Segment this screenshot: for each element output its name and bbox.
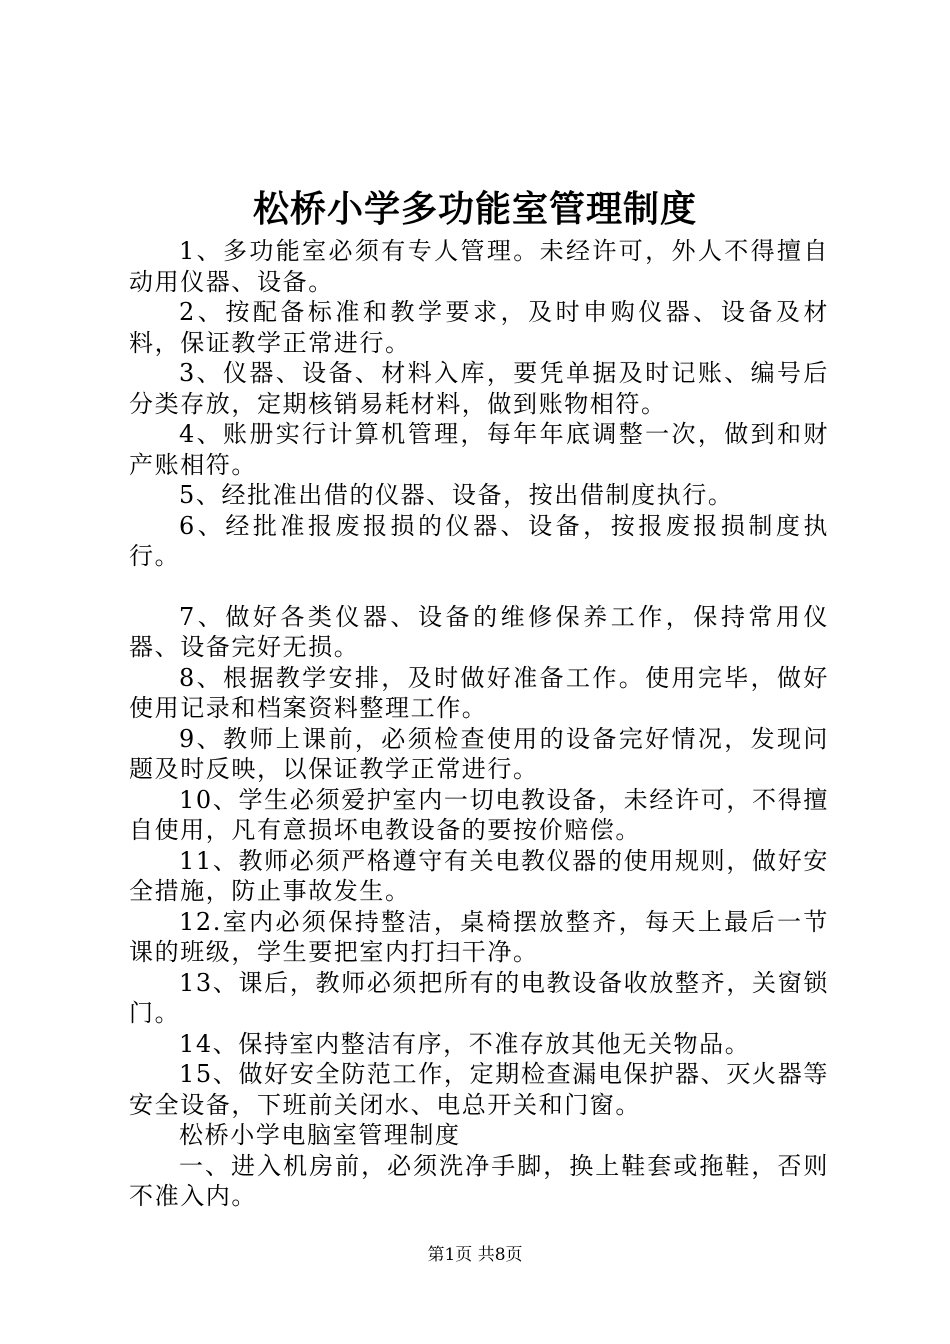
rule-paragraph-13: 13、课后，教师必须把所有的电教设备收放整齐，关窗锁门。	[129, 968, 829, 1027]
rule-paragraph-7: 7、做好各类仪器、设备的维修保养工作，保持常用仪器、设备完好无损。	[129, 602, 829, 661]
rule-paragraph-2: 2、按配备标准和教学要求，及时申购仪器、设备及材料，保证教学正常进行。	[129, 298, 829, 357]
rule-paragraph-computer-1: 一、进入机房前，必须洗净手脚，换上鞋套或拖鞋，否则不准入内。	[129, 1151, 829, 1210]
rule-paragraph-8: 8、根据教学安排，及时做好准备工作。使用完毕，做好使用记录和档案资料整理工作。	[129, 663, 829, 722]
rule-paragraph-4: 4、账册实行计算机管理，每年年底调整一次，做到和财产账相符。	[129, 420, 829, 479]
rule-paragraph-9: 9、教师上课前，必须检查使用的设备完好情况，发现问题及时反映，以保证教学正常进行。	[129, 724, 829, 783]
rule-paragraph-14: 14、保持室内整洁有序，不准存放其他无关物品。	[179, 1029, 751, 1058]
rule-paragraph-1: 1、多功能室必须有专人管理。未经许可，外人不得擅自动用仪器、设备。	[129, 237, 829, 296]
rule-paragraph-3: 3、仪器、设备、材料入库，要凭单据及时记账、编号后分类存放，定期核销易耗材料，做到账物相符。	[129, 359, 829, 418]
section-heading: 松桥小学电脑室管理制度	[179, 1121, 461, 1149]
paragraph-gap	[129, 572, 829, 602]
rule-paragraph-15: 15、做好安全防范工作，定期检查漏电保护器、灭火器等安全设备，下班前关闭水、电总开关和门窗。	[129, 1060, 829, 1119]
rule-paragraph-11: 11、教师必须严格遵守有关电教仪器的使用规则，做好安全措施，防止事故发生。	[129, 846, 829, 905]
rule-paragraph-6: 6、经批准报废报损的仪器、设备，按报废报损制度执行。	[129, 511, 829, 570]
document-body	[129, 236, 829, 1212]
rule-paragraph-12: 12.室内必须保持整洁，桌椅摆放整齐，每天上最后一节课的班级，学生要把室内打扫干净。	[129, 907, 829, 966]
page-title: 松桥小学多功能室管理制度	[252, 188, 697, 230]
rule-paragraph-5: 5、经批准出借的仪器、设备，按出借制度执行。	[179, 481, 734, 509]
page-footer: 第1页 共8页	[427, 1245, 523, 1265]
rule-paragraph-10: 10、学生必须爱护室内一切电教设备，未经许可，不得擅自使用，凡有意损坏电教设备的要按价赔偿。	[129, 785, 829, 844]
